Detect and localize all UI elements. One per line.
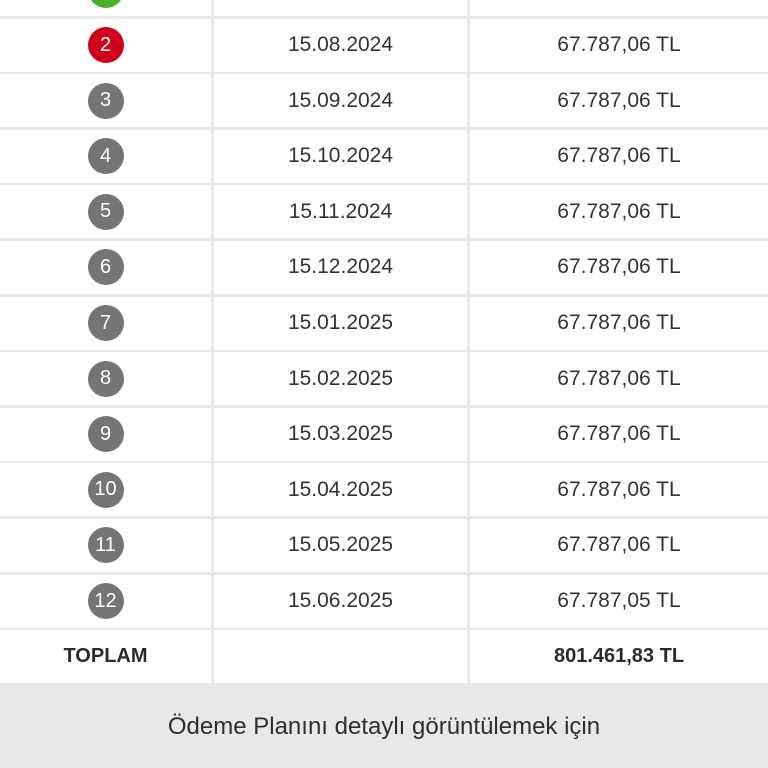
installment-date: 15.02.2025 — [214, 352, 467, 405]
installment-number-badge: 4 — [88, 138, 124, 174]
installment-number-badge: 3 — [88, 83, 124, 119]
installment-date: 15.01.2025 — [214, 297, 467, 350]
table-row — [0, 19, 768, 72]
installment-number-cell — [0, 352, 211, 405]
installment-amount: 67.787,06 TL — [470, 185, 768, 238]
table-row — [0, 519, 768, 572]
installment-number-badge: 8 — [88, 361, 124, 397]
installment-number-badge — [88, 0, 124, 8]
installment-date: 15.03.2025 — [214, 408, 467, 461]
installment-number-cell — [0, 185, 211, 238]
table-row — [0, 297, 768, 350]
installment-number-badge: 10 — [88, 472, 124, 508]
table-row — [0, 241, 768, 294]
installment-amount: 67.787,06 TL — [470, 130, 768, 183]
installment-number-cell — [0, 408, 211, 461]
installment-date: 15.08.2024 — [214, 19, 467, 72]
total-row — [0, 630, 768, 683]
total-amount: 801.461,83 TL — [470, 630, 768, 683]
installment-amount: 67.787,06 TL — [470, 74, 768, 127]
installment-date: 15.11.2024 — [214, 185, 467, 238]
installment-date: 15.12.2024 — [214, 241, 467, 294]
installment-date: 15.09.2024 — [214, 74, 467, 127]
installment-amount: 67.787,06 TL — [470, 408, 768, 461]
installment-amount: 67.787,05 TL — [470, 575, 768, 628]
installment-amount: 67.787,06 TL — [470, 297, 768, 350]
installment-amount: 67.787,06 TL — [470, 463, 768, 516]
installment-number-cell — [0, 130, 211, 183]
installment-amount: 67.787,06 TL — [470, 352, 768, 405]
installment-date — [214, 0, 467, 16]
table-row — [0, 352, 768, 405]
installment-number-badge: 9 — [88, 416, 124, 452]
installment-number-cell — [0, 297, 211, 350]
table-row — [0, 463, 768, 516]
installment-number-badge: 12 — [88, 583, 124, 619]
installment-number-cell — [0, 519, 211, 572]
installment-number-badge: 11 — [88, 527, 124, 563]
installment-amount — [470, 0, 768, 16]
payment-plan-details-link[interactable] — [0, 688, 768, 768]
table-row — [0, 408, 768, 461]
table-row — [0, 185, 768, 238]
installment-number-cell — [0, 241, 211, 294]
total-date-cell — [214, 630, 467, 683]
footer-text: Ödeme Planını detaylı görüntülemek için — [167, 713, 601, 740]
installment-number-badge: 2 — [88, 27, 124, 63]
total-label: TOPLAM — [0, 630, 211, 683]
installment-number-badge: 7 — [88, 305, 124, 341]
table-row — [0, 74, 768, 127]
installment-amount: 67.787,06 TL — [470, 519, 768, 572]
installment-number-cell — [0, 74, 211, 127]
installment-amount: 67.787,06 TL — [470, 241, 768, 294]
installment-number-cell — [0, 19, 211, 72]
installment-date: 15.10.2024 — [214, 130, 467, 183]
installment-number-badge: 5 — [88, 194, 124, 230]
installment-date: 15.04.2025 — [214, 463, 467, 516]
table-row — [0, 130, 768, 183]
table-row — [0, 575, 768, 628]
table-row — [0, 0, 768, 16]
installment-amount: 67.787,06 TL — [470, 19, 768, 72]
installment-date: 15.05.2025 — [214, 519, 467, 572]
installment-date: 15.06.2025 — [214, 575, 467, 628]
installment-number-badge: 6 — [88, 249, 124, 285]
installment-number-cell — [0, 0, 211, 16]
installment-number-cell — [0, 575, 211, 628]
installment-number-cell — [0, 463, 211, 516]
